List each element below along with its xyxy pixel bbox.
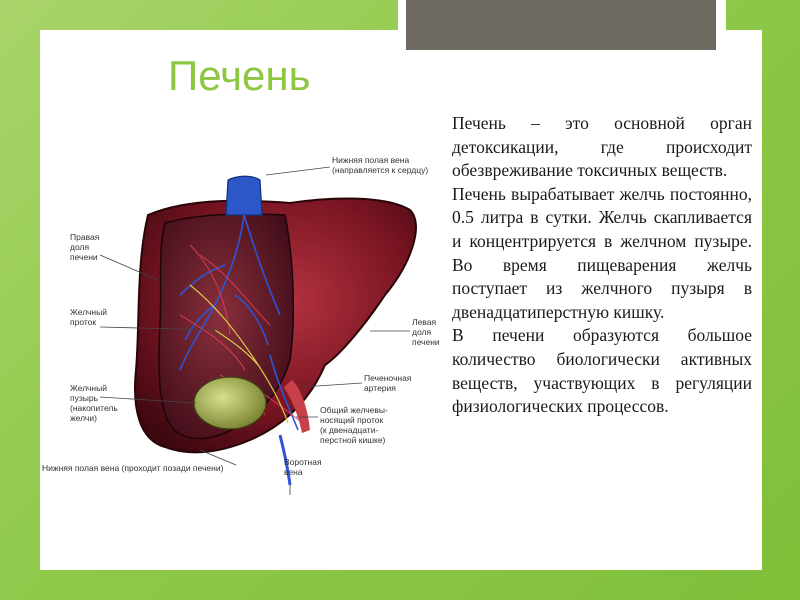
svg-text:Общий желчевы-: Общий желчевы-: [320, 405, 388, 415]
paragraph-2: Печень вырабатывает желчь постоянно, 0.5 литра в сутки. Желчь скапливается и концентрируется в желчном пузыре. Во время пищеварения желчь поступает из желчного пузыря в двенадцатиперстную кишку.: [452, 183, 752, 322]
svg-text:Нижняя полая вена (проходит по: Нижняя полая вена (проходит позади печени): [42, 463, 224, 473]
svg-text:доля: доля: [412, 327, 432, 337]
slide-title: Печень: [168, 52, 311, 99]
svg-text:Желчный: Желчный: [70, 307, 107, 317]
svg-text:Нижняя полая вена: Нижняя полая вена: [332, 155, 410, 165]
paragraph-1: Печень – это основной орган детоксикации, где происходит обезвреживание токсичных веществ.: [452, 113, 752, 181]
gallbladder: [194, 377, 266, 429]
svg-text:Правая: Правая: [70, 232, 100, 242]
svg-text:печени: печени: [70, 252, 98, 262]
svg-text:Печеночная: Печеночная: [364, 373, 412, 383]
slide-body: [452, 112, 752, 419]
decorative-frame-fill: [406, 0, 716, 50]
decorative-frame: [398, 0, 726, 58]
svg-text:носящий проток: носящий проток: [320, 415, 384, 425]
svg-text:Левая: Левая: [412, 317, 437, 327]
svg-text:проток: проток: [70, 317, 97, 327]
svg-text:Желчный: Желчный: [70, 383, 107, 393]
svg-text:(к двенадцати-: (к двенадцати-: [320, 425, 379, 435]
svg-text:вена: вена: [284, 467, 303, 477]
svg-text:Воротная: Воротная: [284, 457, 322, 467]
svg-text:доля: доля: [70, 242, 90, 252]
svg-text:печени: печени: [412, 337, 440, 347]
svg-text:пузырь: пузырь: [70, 393, 99, 403]
svg-text:желчи): желчи): [70, 413, 97, 423]
svg-text:перстной кишке): перстной кишке): [320, 435, 386, 445]
svg-text:(накопитель: (накопитель: [70, 403, 118, 413]
svg-text:(направляется к сердцу): (направляется к сердцу): [332, 165, 429, 175]
paragraph-3: В печени образуются большое количество биологически активных веществ, участвующих в регуляции физиологических процессов.: [452, 325, 752, 417]
svg-text:артерия: артерия: [364, 383, 396, 393]
vena-cava-top: [226, 176, 262, 215]
liver-diagram: [40, 155, 444, 495]
